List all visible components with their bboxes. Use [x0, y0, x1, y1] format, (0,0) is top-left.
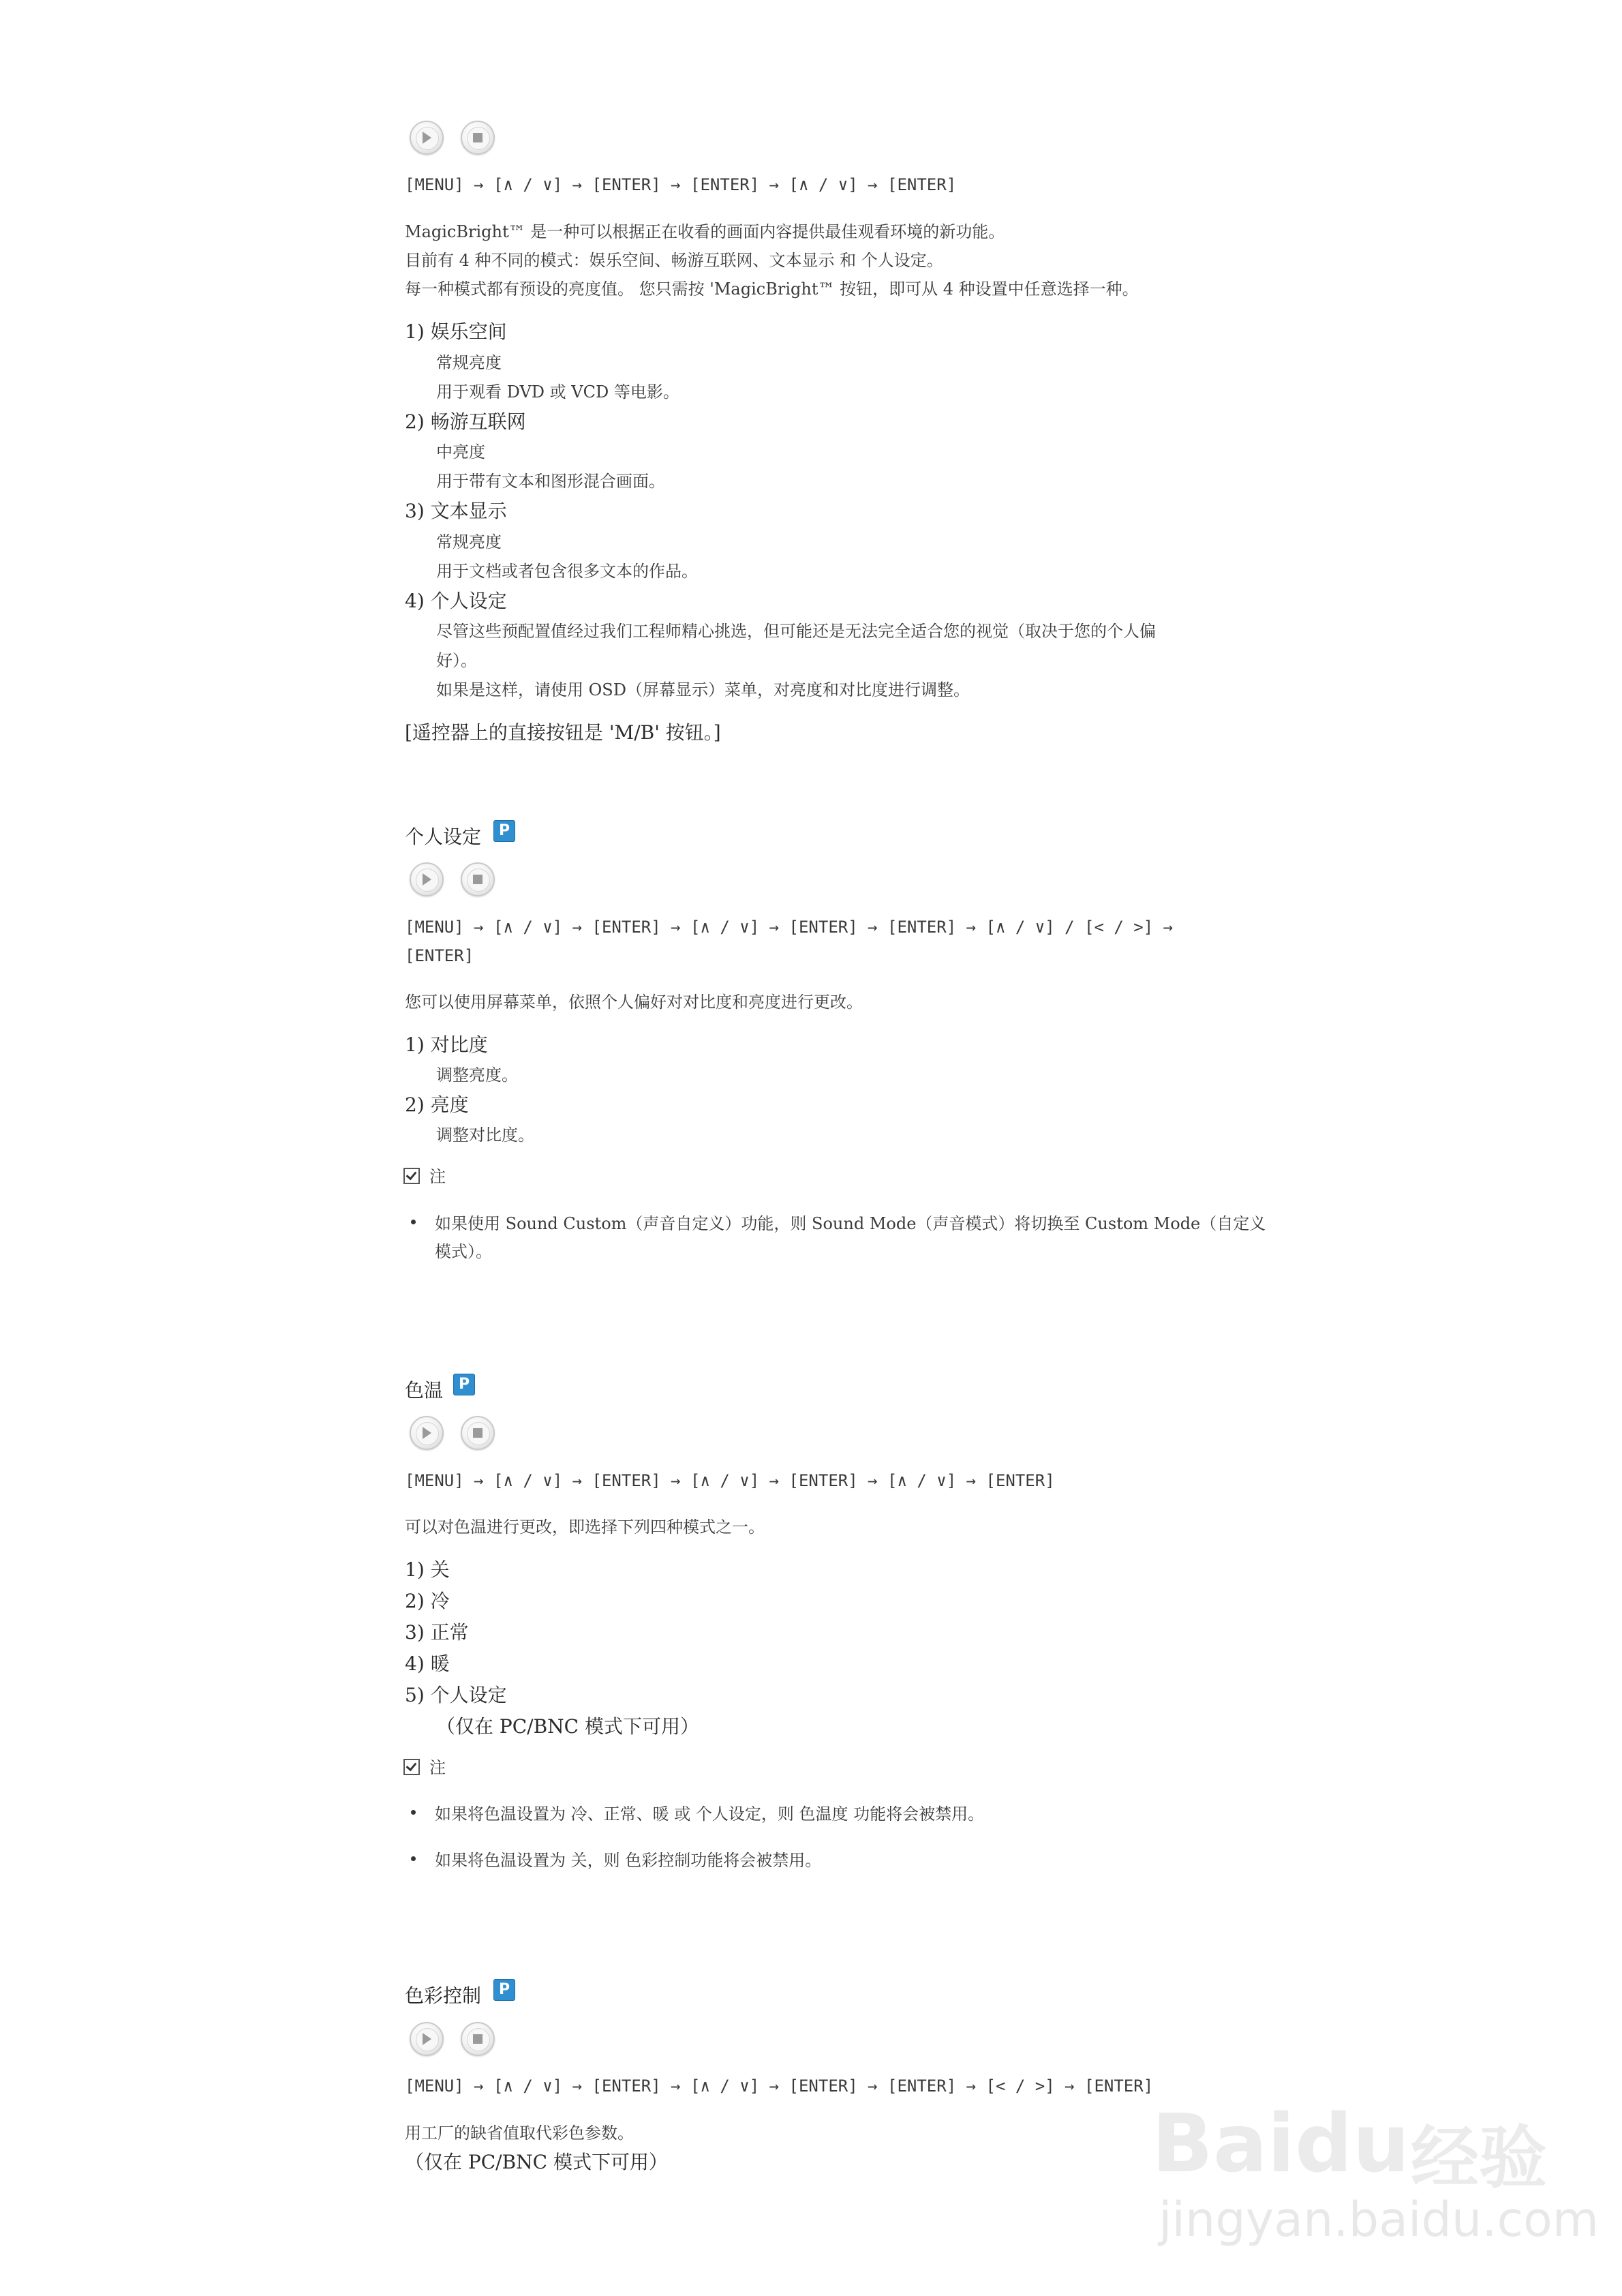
bullet-text: 如果将色温设置为 冷、正常、暖 或 个人设定，则 色温度 功能将会被禁用。: [435, 1804, 985, 1824]
menu-path: [MENU] → [∧ / ∨] → [ENTER] → [ENTER] → [∧ / ∨] → [ENTER]: [405, 175, 957, 194]
section-title: 色彩控制: [405, 1984, 482, 2007]
stop-icon: [473, 133, 483, 142]
menu-path: [MENU] → [∧ / ∨] → [ENTER] → [∧ / ∨] → [ENTER] → [ENTER] → [∧ / ∨] / [< / >] →: [405, 918, 1174, 937]
list-item-text: 中亮度: [436, 442, 485, 462]
section-title: 色温: [405, 1379, 444, 1402]
desc-line: 每一种模式都有预设的亮度值。 您只需按 'MagicBright™ 按钮，即可从 4 种设置中任意选择一种。: [405, 280, 1139, 299]
list-item-text: 常规亮度: [436, 353, 502, 372]
list-item-text: 调整对比度。: [436, 1126, 534, 1145]
stop-button[interactable]: [461, 862, 495, 896]
stop-button[interactable]: [461, 1416, 495, 1450]
remote-note: [遥控器上的直接按钮是 'M/B' 按钮。]: [405, 721, 721, 744]
bullet: [411, 1856, 416, 1861]
stop-icon: [473, 875, 483, 884]
play-button[interactable]: [410, 1416, 444, 1450]
desc-line: MagicBright™ 是一种可以根据正在收看的画面内容提供最佳观看环境的新功能。: [405, 222, 1005, 241]
note-label: 注: [429, 1167, 446, 1186]
list-item-text: 用于带有文本和图形混合画面。: [436, 472, 665, 491]
bullet-text: 如果使用 Sound Custom（声音自定义）功能，则 Sound Mode（声音模式）将切换至 Custom Mode（自定义: [435, 1214, 1266, 1233]
menu-path: [ENTER]: [405, 946, 474, 965]
stop-icon: [473, 1428, 483, 1438]
list-item-title: 4) 个人设定: [405, 590, 507, 612]
availability-note: （仅在 PC/BNC 模式下可用）: [405, 2151, 668, 2173]
check-icon: [403, 1168, 420, 1184]
list-item-title: 1) 关: [405, 1558, 450, 1581]
list-item-text: 好）。: [436, 651, 477, 670]
list-item-text: 如果是这样，请使用 OSD（屏幕显示）菜单，对亮度和对比度进行调整。: [436, 680, 970, 699]
play-button[interactable]: [410, 862, 444, 896]
list-item-title: 4) 暖: [405, 1652, 450, 1675]
section-title: 个人设定: [405, 826, 482, 848]
play-icon: [423, 132, 431, 144]
note-label: 注: [429, 1758, 446, 1777]
menu-path: [MENU] → [∧ / ∨] → [ENTER] → [∧ / ∨] → [ENTER] → [∧ / ∨] → [ENTER]: [405, 1471, 1055, 1490]
list-item-title: 1) 娱乐空间: [405, 320, 507, 343]
bullet-text: 模式）。: [435, 1242, 492, 1261]
list-item-text: 常规亮度: [436, 532, 502, 552]
list-item-text: 调整亮度。: [436, 1066, 518, 1085]
play-icon: [423, 2033, 431, 2045]
menu-path: [MENU] → [∧ / ∨] → [ENTER] → [∧ / ∨] → [ENTER] → [ENTER] → [< / >] → [ENTER]: [405, 2076, 1154, 2096]
desc-line: 可以对色温进行更改，即选择下列四种模式之一。: [405, 1517, 765, 1537]
list-item-title: 2) 亮度: [405, 1093, 469, 1116]
list-item-title: 5) 个人设定: [405, 1684, 507, 1706]
p-icon: P: [493, 820, 515, 842]
play-icon: [423, 1427, 431, 1439]
desc-line: 您可以使用屏幕菜单，依照个人偏好对对比度和亮度进行更改。: [405, 993, 863, 1012]
list-item-text: 尽管这些预配置值经过我们工程师精心挑选，但可能还是无法完全适合您的视觉（取决于您的个人偏: [436, 622, 1156, 641]
desc-line: 目前有 4 种不同的模式：娱乐空间、畅游互联网、文本显示 和 个人设定。: [405, 251, 943, 270]
bullet: [411, 1220, 416, 1224]
play-button[interactable]: [410, 121, 444, 155]
list-item-title: 2) 冷: [405, 1590, 450, 1612]
bullet: [411, 1810, 416, 1815]
list-item-title: 2) 畅游互联网: [405, 410, 526, 433]
play-button[interactable]: [410, 2022, 444, 2056]
list-item-text: 用于观看 DVD 或 VCD 等电影。: [436, 382, 679, 402]
desc-line: 用工厂的缺省值取代彩色参数。: [405, 2124, 634, 2143]
list-item-title: 3) 正常: [405, 1621, 469, 1644]
list-item-text: 用于文档或者包含很多文本的作品。: [436, 562, 698, 581]
list-item-title: 3) 文本显示: [405, 500, 507, 522]
play-icon: [423, 873, 431, 886]
p-icon: P: [493, 1979, 515, 2001]
list-item-title: 1) 对比度: [405, 1033, 488, 1056]
p-icon: P: [453, 1374, 475, 1395]
stop-icon: [473, 2034, 483, 2044]
stop-button[interactable]: [461, 121, 495, 155]
check-icon: [403, 1759, 420, 1775]
bullet-text: 如果将色温设置为 关，则 色彩控制功能将会被禁用。: [435, 1851, 822, 1870]
stop-button[interactable]: [461, 2022, 495, 2056]
availability-note: （仅在 PC/BNC 模式下可用）: [436, 1715, 699, 1738]
